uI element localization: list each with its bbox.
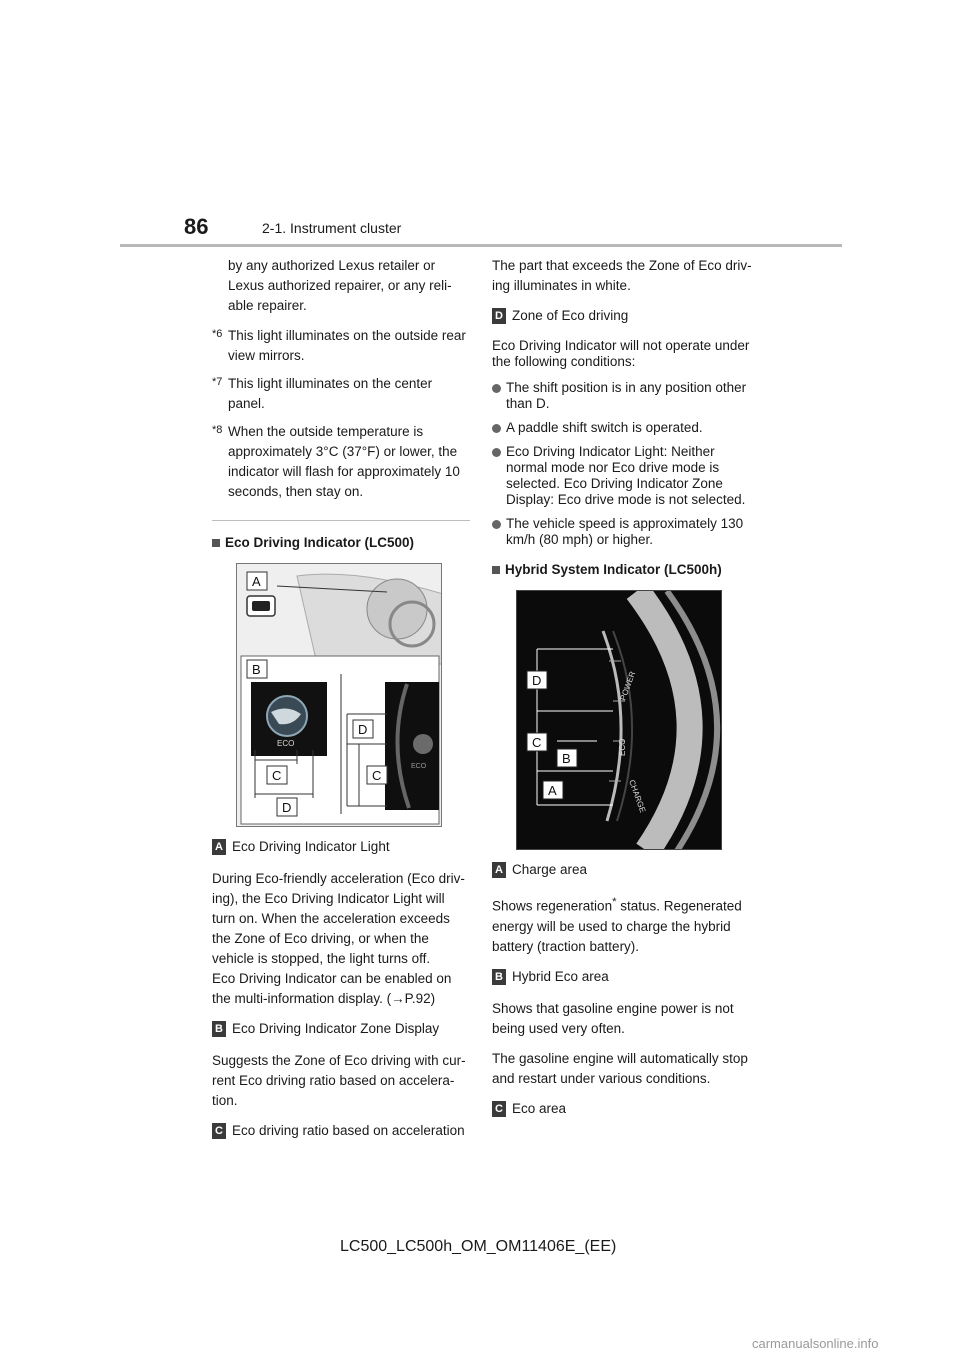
item-b-hybrid-eco-area: B Hybrid Eco area: [492, 967, 757, 987]
square-bullet-icon: [212, 539, 220, 547]
figure-label-c2: C: [372, 768, 382, 783]
footnote-8: [212, 422, 470, 502]
heading-eco-driving-indicator: Eco Driving Indicator (LC500): [212, 533, 470, 553]
bullet-dot-icon: [492, 448, 501, 457]
label-badge-a: A: [492, 862, 506, 878]
square-bullet-icon: [492, 566, 500, 574]
section-title: 2-1. Instrument cluster: [262, 220, 402, 236]
figure2-label-b: B: [562, 751, 571, 766]
footnote-6: [212, 326, 470, 366]
continued-text: by any authorized Lexus retailer or Lexus authorized repairer, or any reli-able repairer.: [228, 258, 452, 313]
footnote-text: This light illuminates on the center panel.: [228, 376, 433, 411]
label-badge-b: B: [492, 969, 506, 985]
figure-eco-label-2: ECO: [411, 763, 427, 770]
label-badge-c: C: [492, 1101, 506, 1117]
label-badge-c: C: [212, 1123, 226, 1139]
watermark: carmanualsonline.info: [752, 1336, 879, 1351]
bullet-dot-icon: [492, 424, 501, 433]
label-badge-a: A: [212, 839, 226, 855]
item-c-description: The part that exceeds the Zone of Eco driv-ing illuminates in white.: [492, 258, 752, 293]
figure-label-d2: D: [358, 722, 368, 737]
hybrid-eco-description-2: The gasoline engine will automatically stop and restart under various conditions.: [492, 1050, 748, 1086]
item-b-zone-display: B Eco Driving Indicator Zone Display: [212, 1019, 470, 1039]
condition-item: The vehicle speed is approximately 130 km/h (80 mph) or higher.: [492, 516, 757, 548]
figure-label-d: D: [282, 800, 292, 815]
label-badge-d: D: [492, 308, 506, 324]
figure-charge-label: CHARGE: [627, 778, 648, 814]
figure-eco-area-label: ECO: [618, 738, 627, 756]
page-number: 86: [184, 214, 209, 239]
heading-hybrid-system-indicator: Hybrid System Indicator (LC500h): [492, 560, 757, 580]
footnote-mark: *6: [212, 328, 223, 340]
condition-item: A paddle shift switch is operated.: [492, 420, 757, 436]
header-rule: [120, 244, 842, 247]
item-c-eco-ratio: C Eco driving ratio based on acceleration: [212, 1121, 470, 1141]
arrow-icon: →: [391, 991, 405, 1006]
item-a-charge-area: A Charge area: [492, 860, 757, 880]
item-a-description: During Eco-friendly acceleration (Eco driv-ing), the Eco Driving Indicator Light will turn on. When the acceleration exceeds the Zone of Eco driving, or when the vehicle is stopped, the light turns off.: [212, 871, 465, 966]
eco-indicator-figure: [236, 563, 442, 827]
hybrid-eco-description-1: Shows that gasoline engine power is not being used very often.: [492, 1000, 734, 1036]
section-divider: [212, 520, 470, 521]
figure-label-b: B: [252, 662, 261, 677]
figure2-label-a: A: [548, 783, 557, 798]
item-a-description-2: Eco Driving Indicator can be enabled on the multi-information display. (→P.92): [212, 971, 452, 1006]
left-column: [212, 256, 470, 1153]
figure2-label-c: C: [532, 735, 542, 750]
bullet-dot-icon: [492, 520, 501, 529]
figure-label-a: A: [252, 574, 261, 589]
footer-doc-code: LC500_LC500h_OM_OM11406E_(EE): [340, 1238, 617, 1255]
item-a-eco-light: A Eco Driving Indicator Light: [212, 837, 470, 857]
item-b-description: Suggests the Zone of Eco driving with cur-rent Eco driving ratio based on accelera-tion.: [212, 1053, 466, 1108]
footnote-text: This light illuminates on the outside rear view mirrors.: [228, 328, 466, 363]
figure-power-label: POWER: [618, 670, 638, 702]
footnote-7: [212, 374, 470, 414]
item-c-eco-area: C Eco area: [492, 1099, 757, 1119]
footnote-text: When the outside temperature is approximately 3°C (37°F) or lower, the indicator will flash for approximately 10 seconds, then stay on.: [228, 424, 460, 499]
label-badge-b: B: [212, 1021, 226, 1037]
bullet-dot-icon: [492, 384, 501, 393]
condition-item: The shift position is in any position other than D.: [492, 380, 757, 412]
item-d-eco-zone: D Zone of Eco driving: [492, 306, 757, 326]
figure-label-c: C: [272, 768, 282, 783]
right-column: [492, 256, 757, 1131]
charge-area-description: Shows regeneration* status. Regenerated energy will be used to charge the hybrid battery (traction battery).: [492, 896, 742, 954]
figure-eco-label: ECO: [277, 739, 295, 748]
footnote-mark: *7: [212, 376, 223, 388]
hybrid-indicator-figure: [516, 590, 722, 850]
condition-item: Eco Driving Indicator Light: Neither normal mode nor Eco drive mode is selected. Eco Driving Indicator Zone Display: Eco drive mode is not selected.: [492, 444, 757, 508]
footnote-mark: *8: [212, 424, 223, 436]
page-reference-link[interactable]: P.92): [404, 991, 436, 1006]
footnote-ref: *: [612, 896, 617, 908]
figure2-label-d: D: [532, 673, 542, 688]
conditions-intro: Eco Driving Indicator will not operate under the following conditions:: [492, 338, 750, 369]
